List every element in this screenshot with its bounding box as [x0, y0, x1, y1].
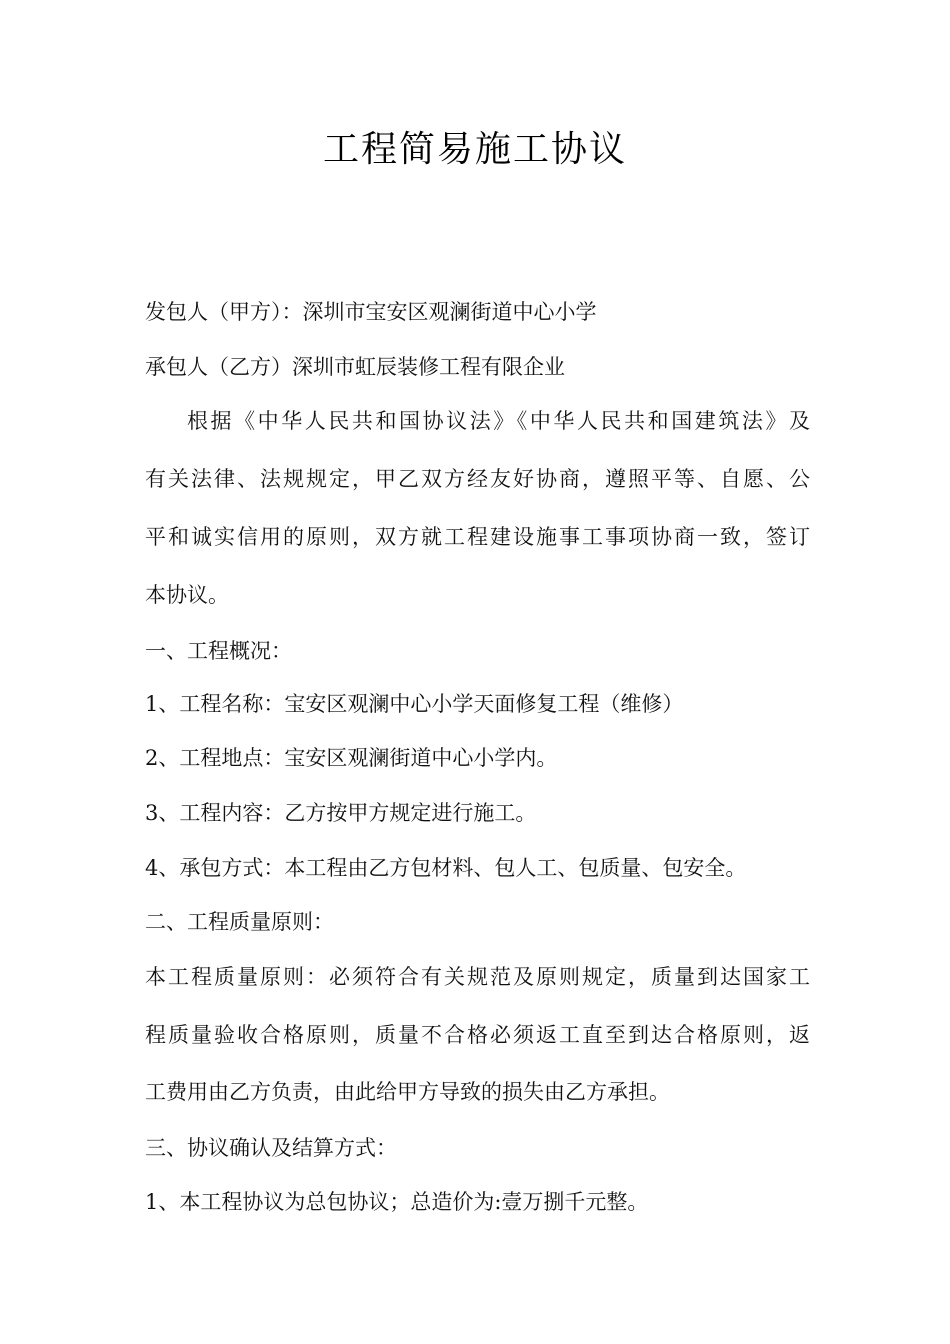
list-item: 1、工程名称：宝安区观澜中心小学天面修复工程（维修）: [145, 692, 684, 716]
body-line: 工费用由乙方负责，由此给甲方导致的损失由乙方承担。: [145, 1080, 670, 1104]
party-b-line: 承包人（乙方）深圳市虹辰装修工程有限企业: [145, 355, 565, 379]
preamble-line: 平和诚实信用的原则，双方就工程建设施事工事项协商一致，签订: [145, 525, 810, 549]
document-title: 工程简易施工协议: [322, 129, 627, 170]
section-heading: 二、工程质量原则：: [145, 910, 334, 934]
preamble-line: 有关法律、法规规定，甲乙双方经友好协商，遵照平等、自愿、公: [145, 467, 810, 491]
preamble-line: 本协议。: [145, 583, 229, 607]
list-item: 4、承包方式：本工程由乙方包材料、包人工、包质量、包安全。: [145, 856, 747, 880]
list-item: 1、本工程协议为总包协议；总造价为:壹万捌千元整。: [145, 1190, 649, 1214]
body-line: 本工程质量原则：必须符合有关规范及原则规定，质量到达国家工: [145, 965, 810, 989]
section-heading: 一、工程概况：: [145, 639, 292, 663]
list-item: 2、工程地点：宝安区观澜街道中心小学内。: [145, 746, 558, 770]
section-heading: 三、协议确认及结算方式：: [145, 1136, 397, 1160]
preamble-line: 根据《中华人民共和国协议法》《中华人民共和国建筑法》及: [187, 409, 810, 433]
body-line: 程质量验收合格原则，质量不合格必须返工直至到达合格原则，返: [145, 1023, 810, 1047]
party-a-line: 发包人（甲方）：深圳市宝安区观澜街道中心小学: [145, 300, 597, 324]
list-item: 3、工程内容：乙方按甲方规定进行施工。: [145, 801, 537, 825]
